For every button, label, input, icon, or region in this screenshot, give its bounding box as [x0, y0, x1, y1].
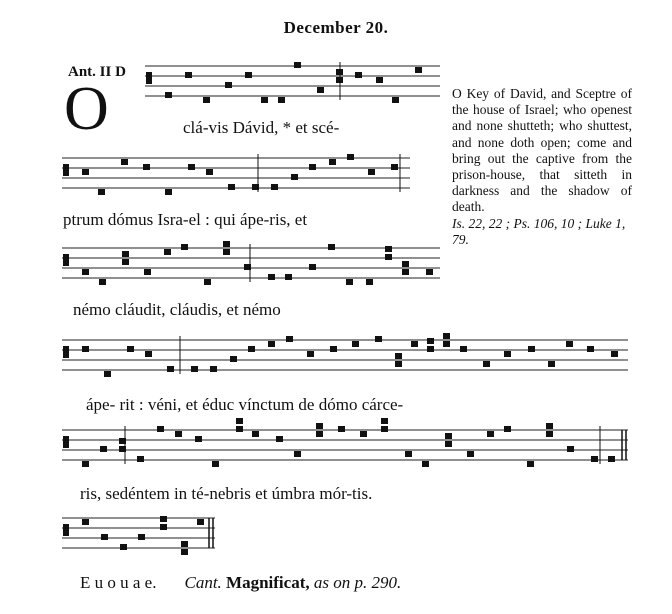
neume-note	[317, 87, 324, 93]
neume-note	[366, 279, 373, 285]
neume-note	[381, 418, 388, 424]
neume-note	[204, 279, 211, 285]
translation-text: O Key of David, and Sceptre of the house of Israel; who openest and none shutteth; who shuttest, and none doth open; come and bring out the captive from the prison-house, that sitteth in darkness and the shadow of death.	[452, 86, 632, 215]
neume-note	[181, 541, 188, 547]
neume-note	[206, 169, 213, 175]
neume-note	[121, 159, 128, 165]
neume-note	[567, 446, 574, 452]
neume-note	[195, 436, 202, 442]
neume-note	[82, 346, 89, 352]
neume-note	[100, 446, 107, 452]
neume-note	[175, 431, 182, 437]
neume-note	[608, 456, 615, 462]
neume-note	[223, 249, 230, 255]
neume-note	[402, 261, 409, 267]
neume-note	[119, 438, 126, 444]
drop-capital: O	[64, 75, 109, 143]
neume-note	[385, 254, 392, 260]
neume-note	[144, 269, 151, 275]
neume-note	[167, 366, 174, 372]
neume-note	[566, 341, 573, 347]
neume-note	[197, 519, 204, 525]
neume-note	[236, 418, 243, 424]
do-clef-icon	[63, 524, 69, 536]
neume-note	[527, 461, 534, 467]
neume-note	[203, 97, 210, 103]
neume-note	[375, 336, 382, 342]
neume-note	[244, 264, 251, 270]
neume-note	[185, 72, 192, 78]
neume-note	[119, 446, 126, 452]
neume-note	[138, 534, 145, 540]
neume-note	[360, 431, 367, 437]
neume-note	[236, 426, 243, 432]
neume-note	[415, 67, 422, 73]
neume-note	[160, 524, 167, 530]
neume-note	[395, 361, 402, 367]
do-clef-icon	[63, 254, 69, 266]
neume-note	[395, 353, 402, 359]
neume-note	[230, 356, 237, 362]
neume-note	[164, 249, 171, 255]
neume-note	[122, 251, 129, 257]
neume-note	[252, 431, 259, 437]
neume-note	[352, 341, 359, 347]
neume-note	[165, 92, 172, 98]
neume-note	[402, 269, 409, 275]
scripture-reference: Is. 22, 22 ; Ps. 106, 10 ; Luke 1, 79.	[452, 215, 626, 247]
neume-note	[548, 361, 555, 367]
neume-note	[82, 519, 89, 525]
neume-note	[268, 274, 275, 280]
neume-note	[181, 244, 188, 250]
neume-note	[143, 164, 150, 170]
neume-note	[443, 333, 450, 339]
page-title: December 20.	[283, 18, 389, 37]
neume-note	[82, 169, 89, 175]
neume-note	[316, 423, 323, 429]
neume-note	[504, 426, 511, 432]
neume-note	[104, 371, 111, 377]
lyric-line-4: ápe- rit : véni, et éduc vínctum de dómo cárce-	[86, 395, 404, 414]
neume-note	[98, 189, 105, 195]
canticle-name: Magnificat,	[226, 573, 310, 592]
neume-note	[228, 184, 235, 190]
neume-note	[328, 244, 335, 250]
neume-note	[422, 461, 429, 467]
neume-note	[460, 346, 467, 352]
neume-note	[145, 351, 152, 357]
neume-note	[210, 366, 217, 372]
neume-note	[309, 264, 316, 270]
neume-note	[445, 441, 452, 447]
neume-note	[336, 77, 343, 83]
neume-note	[278, 97, 285, 103]
neume-note	[82, 461, 89, 467]
neume-note	[376, 77, 383, 83]
lyric-line-1: clá-vis Dávid, * et scé-	[183, 118, 340, 137]
neume-note	[591, 456, 598, 462]
neume-note	[188, 164, 195, 170]
neume-note	[467, 451, 474, 457]
neume-note	[286, 336, 293, 342]
lyric-line-5: ris, sedéntem in té-nebris et úmbra mór-tis.	[80, 484, 373, 503]
antiphon-mode-label: Ant. II D	[68, 64, 126, 80]
neume-note	[443, 341, 450, 347]
neume-note	[336, 69, 343, 75]
neume-note	[546, 431, 553, 437]
neume-note	[355, 72, 362, 78]
neume-note	[330, 346, 337, 352]
neume-note	[307, 351, 314, 357]
lyric-line-3: némo cláudit, cláudis, et némo	[73, 300, 281, 319]
neume-note	[165, 189, 172, 195]
neume-note	[381, 426, 388, 432]
neume-note	[248, 346, 255, 352]
neume-note	[225, 82, 232, 88]
do-clef-icon	[63, 346, 69, 358]
neume-note	[316, 431, 323, 437]
neume-note	[611, 351, 618, 357]
neume-note	[385, 246, 392, 252]
neume-note	[528, 346, 535, 352]
neume-note	[99, 279, 106, 285]
neume-note	[347, 154, 354, 160]
do-clef-icon	[63, 164, 69, 176]
neume-note	[483, 361, 490, 367]
neume-note	[160, 516, 167, 522]
neume-note	[427, 338, 434, 344]
neume-note	[368, 169, 375, 175]
neume-note	[291, 174, 298, 180]
neume-note	[261, 97, 268, 103]
neume-note	[411, 341, 418, 347]
neume-note	[309, 164, 316, 170]
english-translation	[452, 86, 632, 248]
neume-note	[212, 461, 219, 467]
neume-note	[587, 346, 594, 352]
neume-note	[426, 269, 433, 275]
neume-note	[391, 164, 398, 170]
neume-note	[338, 426, 345, 432]
neume-note	[445, 433, 452, 439]
neume-note	[294, 451, 301, 457]
canticle-label: Cant.	[184, 573, 222, 592]
neume-note	[137, 456, 144, 462]
neume-note	[346, 279, 353, 285]
neume-note	[157, 426, 164, 432]
neume-note	[245, 72, 252, 78]
neume-note	[82, 269, 89, 275]
neume-note	[181, 549, 188, 555]
footer-line	[80, 573, 401, 593]
neume-note	[487, 431, 494, 437]
neume-note	[504, 351, 511, 357]
neume-note	[127, 346, 134, 352]
neume-note	[122, 259, 129, 265]
neume-note	[392, 97, 399, 103]
neume-note	[427, 346, 434, 352]
do-clef-icon	[63, 436, 69, 448]
neume-note	[285, 274, 292, 280]
neume-note	[223, 241, 230, 247]
neume-note	[329, 159, 336, 165]
neume-note	[546, 423, 553, 429]
lyric-line-2: ptrum dómus Isra-el : qui ápe-ris, et	[63, 210, 308, 229]
canticle-reference: as on p. 290.	[313, 573, 402, 592]
do-clef-icon	[146, 72, 152, 84]
neume-note	[294, 62, 301, 68]
neume-note	[191, 366, 198, 372]
neume-note	[276, 436, 283, 442]
neume-note	[101, 534, 108, 540]
neume-note	[268, 341, 275, 347]
differentia-syllables: E u o u a e.	[80, 573, 157, 592]
neume-note	[405, 451, 412, 457]
neume-note	[252, 184, 259, 190]
neume-note	[271, 184, 278, 190]
neume-note	[120, 544, 127, 550]
